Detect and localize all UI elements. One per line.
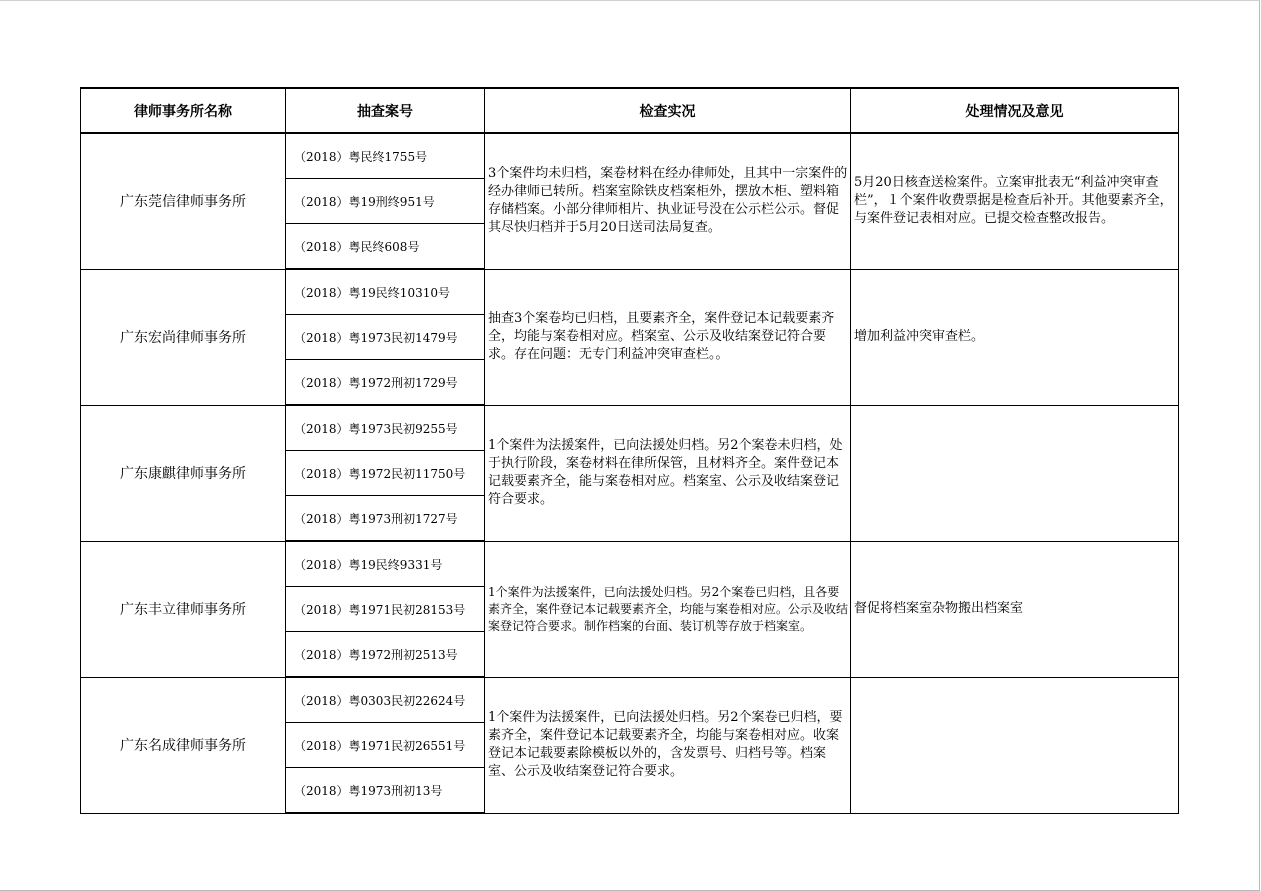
handling-cell[interactable]	[851, 677, 1179, 813]
table-row	[81, 133, 1179, 179]
case-number-cell[interactable]: （2018）粤1971民初26551号	[286, 723, 485, 768]
header-handling: 处理情况及意见	[851, 88, 1179, 133]
inspection-table	[80, 87, 1179, 814]
table-row	[81, 677, 1179, 723]
inspection-cell[interactable]: 抽查3个案卷均已归档，且要素齐全，案件登记本记载要素齐全，均能与案卷相对应。档案室、公示及收结案登记符合要求。存在问题：无专门利益冲突审查栏。。	[485, 269, 851, 405]
case-number-cell[interactable]: （2018）粤民终1755号	[286, 133, 485, 179]
case-number-cell[interactable]: （2018）粤19民终9331号	[286, 541, 485, 587]
handling-cell[interactable]: 5月20日核查送检案件。立案审批表无“利益冲突审查栏”，１个案件收费票据是检查后补开。其他要素齐全，与案件登记表相对应。已提交检查整改报告。	[851, 133, 1179, 269]
inspection-cell[interactable]: 1个案件为法援案件，已向法援处归档。另2个案卷已归档，且各要素齐全，案件登记本记载要素齐全，均能与案卷相对应。公示及收结案登记符合要求。制作档案的台面、装订机等存放于档案室。	[485, 541, 851, 677]
case-number-cell[interactable]: （2018）粤1973刑初13号	[286, 768, 485, 814]
header-inspection: 检查实况	[485, 88, 851, 133]
case-number-cell[interactable]: （2018）粤1972民初11750号	[286, 451, 485, 496]
case-number-cell[interactable]: （2018）粤19刑终951号	[286, 179, 485, 224]
case-number-cell[interactable]: （2018）粤1973刑初1727号	[286, 496, 485, 542]
table-row	[81, 541, 1179, 587]
header-case-no: 抽查案号	[286, 88, 485, 133]
table-row	[81, 405, 1179, 451]
firm-name-cell[interactable]: 广东莞信律师事务所	[81, 133, 286, 269]
firm-name-cell[interactable]: 广东名成律师事务所	[81, 677, 286, 813]
case-number-cell[interactable]: （2018）粤民终608号	[286, 224, 485, 270]
case-number-cell[interactable]: （2018）粤1971民初28153号	[286, 587, 485, 632]
handling-cell[interactable]	[851, 405, 1179, 541]
case-number-cell[interactable]: （2018）粤1973民初1479号	[286, 315, 485, 360]
handling-cell[interactable]: 督促将档案室杂物搬出档案室	[851, 541, 1179, 677]
firm-name-cell[interactable]: 广东康麒律师事务所	[81, 405, 286, 541]
inspection-cell[interactable]: 1个案件为法援案件，已向法援处归档。另2个案卷未归档，处于执行阶段，案卷材料在律所保管，且材料齐全。案件登记本记载要素齐全，能与案卷相对应。档案室、公示及收结案登记符合要求。	[485, 405, 851, 541]
handling-cell[interactable]: 增加利益冲突审查栏。	[851, 269, 1179, 405]
header-row	[81, 88, 1179, 133]
case-number-cell[interactable]: （2018）粤1972刑初1729号	[286, 360, 485, 406]
case-number-cell[interactable]: （2018）粤1973民初9255号	[286, 405, 485, 451]
header-firm: 律师事务所名称	[81, 88, 286, 133]
firm-name-cell[interactable]: 广东宏尚律师事务所	[81, 269, 286, 405]
case-number-cell[interactable]: （2018）粤0303民初22624号	[286, 677, 485, 723]
table-row	[81, 269, 1179, 315]
firm-name-cell[interactable]: 广东丰立律师事务所	[81, 541, 286, 677]
case-number-cell[interactable]: （2018）粤1972刑初2513号	[286, 632, 485, 678]
case-number-cell[interactable]: （2018）粤19民终10310号	[286, 269, 485, 315]
inspection-cell[interactable]: 1个案件为法援案件，已向法援处归档。另2个案卷已归档，要素齐全，案件登记本记载要素齐全，均能与案卷相对应。收案登记本记载要素除模板以外的，含发票号、归档号等。档案室、公示及收结案登记符合要求。	[485, 677, 851, 813]
inspection-cell[interactable]: 3个案件均未归档，案卷材料在经办律师处，且其中一宗案件的经办律师已转所。档案室除铁皮档案柜外，摆放木柜、塑料箱存储档案。小部分律师相片、执业证号没在公示栏公示。督促其尽快归档并于5月20日送司法局复查。	[485, 133, 851, 269]
